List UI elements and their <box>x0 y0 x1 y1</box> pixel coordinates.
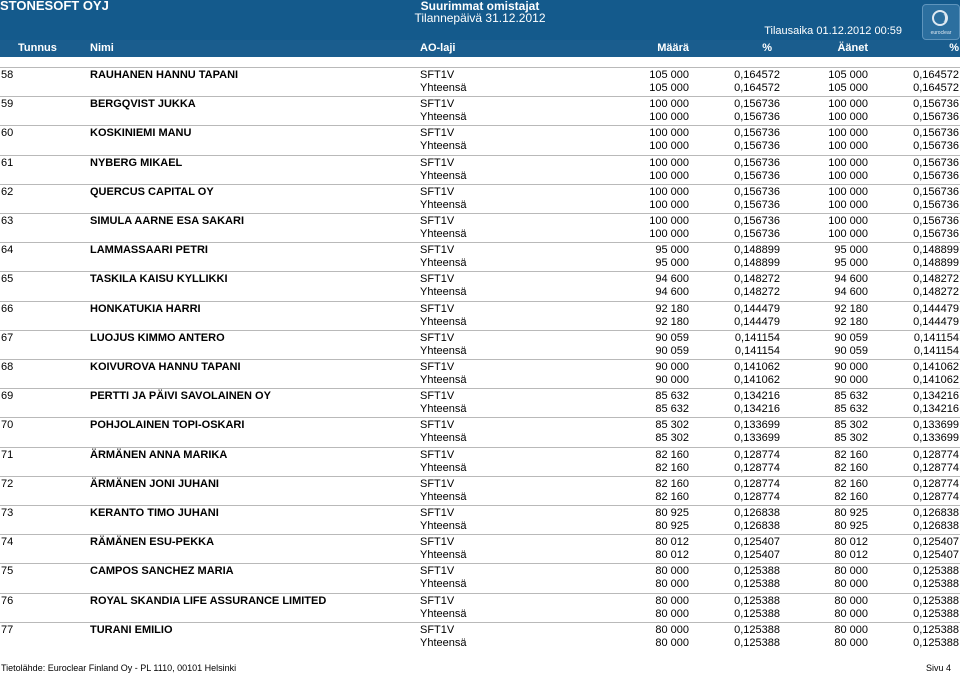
owner-name: ROYAL SKANDIA LIFE ASSURANCE LIMITED <box>90 594 327 607</box>
table-row <box>0 359 960 389</box>
total-label: Yhteensä <box>420 169 467 182</box>
table-row <box>0 155 960 185</box>
col-tunnus: Tunnus <box>18 42 57 54</box>
table-row <box>0 213 960 243</box>
amount-total: 94 600 <box>655 286 689 299</box>
total-label: Yhteensä <box>420 315 467 328</box>
total-label: Yhteensä <box>420 461 467 474</box>
amount: 100 000 <box>649 156 689 169</box>
total-label: Yhteensä <box>420 549 467 562</box>
amount-pct: 0,128774 <box>734 477 780 490</box>
amount: 94 600 <box>655 273 689 286</box>
votes-pct: 0,164572 <box>913 69 959 81</box>
owner-name: SIMULA AARNE ESA SAKARI <box>90 215 245 227</box>
owner-name: POHJOLAINEN TOPI-OSKARI <box>90 419 245 432</box>
amount-pct: 0,126838 <box>734 507 780 519</box>
amount-total: 100 000 <box>649 169 689 182</box>
votes: 85 302 <box>834 419 868 432</box>
amount-pct-total: 0,156736 <box>734 169 780 182</box>
amount-total: 90 000 <box>655 374 689 386</box>
votes-pct: 0,125407 <box>913 536 959 549</box>
share-class: SFT1V <box>420 273 455 286</box>
votes-total: 80 925 <box>834 520 868 532</box>
euroclear-logo <box>922 4 960 40</box>
table-row <box>0 271 960 301</box>
amount-total: 100 000 <box>649 111 689 124</box>
votes-pct-total: 0,125388 <box>913 578 959 591</box>
votes-pct: 0,156736 <box>913 98 959 111</box>
votes-pct-total: 0,125388 <box>913 607 959 620</box>
amount-total: 80 012 <box>655 549 689 562</box>
share-class: SFT1V <box>420 185 455 198</box>
amount-pct-total: 0,125388 <box>734 578 780 591</box>
total-label: Yhteensä <box>420 520 467 532</box>
votes-pct-total: 0,156736 <box>913 228 959 240</box>
votes-pct-total: 0,128774 <box>913 490 959 503</box>
owner-name: TASKILA KAISU KYLLIKKI <box>90 273 228 286</box>
votes: 92 180 <box>834 302 868 315</box>
owner-name: ÄRMÄNEN JONI JUHANI <box>90 477 219 490</box>
owner-name: KERANTO TIMO JUHANI <box>90 507 219 519</box>
amount-pct-total: 0,125388 <box>734 636 780 649</box>
amount: 95 000 <box>655 244 689 257</box>
amount-pct-total: 0,156736 <box>734 228 780 240</box>
euroclear-logo-icon <box>932 10 948 26</box>
table-row <box>0 125 960 155</box>
col-aanet: Äänet <box>837 42 868 54</box>
row-number: 58 <box>1 69 14 81</box>
share-class: SFT1V <box>420 536 455 549</box>
owner-name: RÄMÄNEN ESU-PEKKA <box>90 536 215 549</box>
votes-total: 95 000 <box>834 257 868 270</box>
total-label: Yhteensä <box>420 286 467 299</box>
votes-pct: 0,141154 <box>913 331 959 344</box>
owner-name: BERGQVIST JUKKA <box>90 98 196 111</box>
total-label: Yhteensä <box>420 140 467 153</box>
table-row <box>0 242 960 272</box>
amount-total: 95 000 <box>655 257 689 270</box>
votes: 100 000 <box>828 185 868 198</box>
amount-pct: 0,156736 <box>734 215 780 227</box>
owner-name: KOSKINIEMI MANU <box>90 127 192 140</box>
amount-pct-total: 0,125388 <box>734 607 780 620</box>
votes-pct-total: 0,156736 <box>913 111 959 124</box>
votes-pct-total: 0,128774 <box>913 461 959 474</box>
amount-pct: 0,156736 <box>734 156 780 169</box>
votes-total: 94 600 <box>834 286 868 299</box>
table-row <box>0 563 960 593</box>
total-label: Yhteensä <box>420 490 467 503</box>
amount-pct: 0,148899 <box>734 244 780 257</box>
share-class: SFT1V <box>420 98 455 111</box>
row-number: 68 <box>1 361 14 373</box>
votes-pct: 0,125388 <box>913 594 959 607</box>
share-class: SFT1V <box>420 448 455 461</box>
col-maara: Määrä <box>657 42 689 54</box>
amount-pct-total: 0,133699 <box>734 432 780 445</box>
votes: 90 059 <box>834 331 868 344</box>
votes-pct-total: 0,126838 <box>913 520 959 532</box>
row-number: 60 <box>1 127 14 140</box>
votes-pct: 0,156736 <box>913 215 959 227</box>
amount-total: 82 160 <box>655 461 689 474</box>
owner-name: HONKATUKIA HARRI <box>90 302 201 315</box>
votes-pct: 0,133699 <box>913 419 959 432</box>
votes-pct-total: 0,156736 <box>913 140 959 153</box>
votes-pct-total: 0,156736 <box>913 169 959 182</box>
amount: 80 925 <box>655 507 689 519</box>
amount-pct-total: 0,148899 <box>734 257 780 270</box>
print-time: Tilausaika 01.12.2012 00:59 <box>764 25 902 37</box>
amount: 80 012 <box>655 536 689 549</box>
amount-pct: 0,164572 <box>734 69 780 81</box>
share-class: SFT1V <box>420 156 455 169</box>
amount-total: 80 000 <box>655 578 689 591</box>
votes: 105 000 <box>828 69 868 81</box>
amount-total: 105 000 <box>649 82 689 94</box>
votes-pct: 0,156736 <box>913 185 959 198</box>
report-title: Suurimmat omistajat <box>420 0 540 13</box>
share-class: SFT1V <box>420 390 455 403</box>
amount-pct: 0,148272 <box>734 273 780 286</box>
votes-pct: 0,144479 <box>913 302 959 315</box>
amount-pct-total: 0,141062 <box>734 374 780 386</box>
amount-pct-total: 0,128774 <box>734 461 780 474</box>
total-label: Yhteensä <box>420 578 467 591</box>
owner-name: KOIVUROVA HANNU TAPANI <box>90 361 241 373</box>
owner-name: PERTTI JA PÄIVI SAVOLAINEN OY <box>90 390 271 403</box>
row-number: 72 <box>1 477 14 490</box>
row-number: 66 <box>1 302 14 315</box>
votes-total: 80 000 <box>834 636 868 649</box>
amount-pct: 0,156736 <box>734 98 780 111</box>
owner-name: RAUHANEN HANNU TAPANI <box>90 69 239 81</box>
votes: 82 160 <box>834 448 868 461</box>
amount-total: 92 180 <box>655 315 689 328</box>
votes-pct-total: 0,125388 <box>913 636 959 649</box>
owner-name: NYBERG MIKAEL <box>90 156 183 169</box>
votes-pct: 0,156736 <box>913 127 959 140</box>
row-number: 59 <box>1 98 14 111</box>
votes-pct: 0,148899 <box>913 244 959 257</box>
votes-pct-total: 0,141062 <box>913 374 959 386</box>
row-number: 70 <box>1 419 14 432</box>
votes: 85 632 <box>834 390 868 403</box>
col-nimi: Nimi <box>90 42 114 54</box>
row-number: 63 <box>1 215 14 227</box>
amount-pct-total: 0,156736 <box>734 198 780 211</box>
votes-pct: 0,156736 <box>913 156 959 169</box>
votes: 100 000 <box>828 127 868 140</box>
amount-pct: 0,133699 <box>734 419 780 432</box>
votes: 80 000 <box>834 594 868 607</box>
votes: 80 000 <box>834 565 868 578</box>
share-class: SFT1V <box>420 361 455 373</box>
amount-total: 80 000 <box>655 607 689 620</box>
amount-total: 85 302 <box>655 432 689 445</box>
votes-total: 80 012 <box>834 549 868 562</box>
votes-total: 82 160 <box>834 490 868 503</box>
votes-total: 90 000 <box>834 374 868 386</box>
votes-pct: 0,125388 <box>913 623 959 636</box>
amount-pct-total: 0,148272 <box>734 286 780 299</box>
votes: 80 925 <box>834 507 868 519</box>
amount: 90 000 <box>655 361 689 373</box>
amount-total: 82 160 <box>655 490 689 503</box>
amount-pct: 0,134216 <box>734 390 780 403</box>
amount-pct-total: 0,156736 <box>734 140 780 153</box>
share-class: SFT1V <box>420 302 455 315</box>
table-row <box>0 505 960 535</box>
report-date: Tilannepäivä 31.12.2012 <box>414 11 546 25</box>
total-label: Yhteensä <box>420 607 467 620</box>
table-row <box>0 534 960 564</box>
votes: 100 000 <box>828 98 868 111</box>
col-aanet-pct: % <box>949 42 959 54</box>
share-class: SFT1V <box>420 244 455 257</box>
amount-pct: 0,156736 <box>734 127 780 140</box>
report-header <box>0 0 960 40</box>
share-class: SFT1V <box>420 127 455 140</box>
votes-total: 100 000 <box>828 111 868 124</box>
votes-total: 82 160 <box>834 461 868 474</box>
amount-pct-total: 0,134216 <box>734 403 780 416</box>
votes-pct: 0,126838 <box>913 507 959 519</box>
amount-pct: 0,141154 <box>734 331 780 344</box>
votes-total: 80 000 <box>834 607 868 620</box>
share-class: SFT1V <box>420 331 455 344</box>
amount-pct: 0,125388 <box>734 565 780 578</box>
amount-pct-total: 0,144479 <box>734 315 780 328</box>
votes-pct-total: 0,141154 <box>913 344 959 357</box>
table-row <box>0 476 960 506</box>
amount-pct: 0,125407 <box>734 536 780 549</box>
amount: 100 000 <box>649 98 689 111</box>
amount-pct: 0,125388 <box>734 623 780 636</box>
table-header <box>0 40 960 57</box>
votes-total: 92 180 <box>834 315 868 328</box>
total-label: Yhteensä <box>420 403 467 416</box>
owner-name: CAMPOS SANCHEZ MARIA <box>90 565 234 578</box>
amount-pct-total: 0,125407 <box>734 549 780 562</box>
row-number: 73 <box>1 507 14 519</box>
amount-pct-total: 0,141154 <box>734 344 780 357</box>
owner-name: TURANI EMILIO <box>90 623 173 636</box>
total-label: Yhteensä <box>420 344 467 357</box>
votes-pct-total: 0,148899 <box>913 257 959 270</box>
share-class: SFT1V <box>420 623 455 636</box>
col-ao-laji: AO-laji <box>420 42 456 54</box>
table-row <box>0 447 960 477</box>
votes-total: 100 000 <box>828 169 868 182</box>
votes: 80 000 <box>834 623 868 636</box>
amount: 100 000 <box>649 127 689 140</box>
amount-pct: 0,141062 <box>734 361 780 373</box>
votes-pct: 0,128774 <box>913 448 959 461</box>
row-number: 76 <box>1 594 14 607</box>
page-number: Sivu 4 <box>925 663 951 673</box>
votes: 100 000 <box>828 215 868 227</box>
table-row <box>0 184 960 214</box>
table-row <box>0 301 960 331</box>
votes: 80 012 <box>834 536 868 549</box>
share-class: SFT1V <box>420 565 455 578</box>
table-row <box>0 388 960 418</box>
votes-pct: 0,141062 <box>913 361 959 373</box>
col-pct: % <box>762 42 772 54</box>
amount: 105 000 <box>649 69 689 81</box>
votes-pct: 0,134216 <box>913 390 959 403</box>
total-label: Yhteensä <box>420 111 467 124</box>
amount: 92 180 <box>655 302 689 315</box>
amount-pct: 0,144479 <box>734 302 780 315</box>
votes-pct-total: 0,144479 <box>913 315 959 328</box>
votes-pct: 0,148272 <box>913 273 959 286</box>
votes-total: 85 302 <box>834 432 868 445</box>
amount: 100 000 <box>649 215 689 227</box>
amount: 90 059 <box>655 331 689 344</box>
share-class: SFT1V <box>420 507 455 519</box>
total-label: Yhteensä <box>420 198 467 211</box>
amount: 80 000 <box>655 565 689 578</box>
total-label: Yhteensä <box>420 374 467 386</box>
total-label: Yhteensä <box>420 257 467 270</box>
amount: 85 302 <box>655 419 689 432</box>
amount-total: 100 000 <box>649 198 689 211</box>
row-number: 71 <box>1 448 14 461</box>
row-number: 77 <box>1 623 14 636</box>
table-row <box>0 593 960 623</box>
total-label: Yhteensä <box>420 228 467 240</box>
votes: 100 000 <box>828 156 868 169</box>
table-row <box>0 67 960 97</box>
total-label: Yhteensä <box>420 82 467 94</box>
amount: 80 000 <box>655 594 689 607</box>
owner-name: LUOJUS KIMMO ANTERO <box>90 331 225 344</box>
amount: 100 000 <box>649 185 689 198</box>
total-label: Yhteensä <box>420 432 467 445</box>
owner-name: QUERCUS CAPITAL OY <box>90 185 214 198</box>
amount-pct-total: 0,156736 <box>734 111 780 124</box>
votes-pct: 0,128774 <box>913 477 959 490</box>
amount: 85 632 <box>655 390 689 403</box>
votes-total: 85 632 <box>834 403 868 416</box>
share-class: SFT1V <box>420 594 455 607</box>
votes-pct-total: 0,156736 <box>913 198 959 211</box>
row-number: 67 <box>1 331 14 344</box>
votes-total: 80 000 <box>834 578 868 591</box>
votes-total: 90 059 <box>834 344 868 357</box>
amount: 82 160 <box>655 448 689 461</box>
row-number: 74 <box>1 536 14 549</box>
amount-pct-total: 0,164572 <box>734 82 780 94</box>
amount-pct: 0,128774 <box>734 448 780 461</box>
share-class: SFT1V <box>420 69 455 81</box>
company-name: STONESOFT OYJ <box>0 0 109 13</box>
amount-total: 100 000 <box>649 140 689 153</box>
table-row <box>0 330 960 360</box>
amount: 80 000 <box>655 623 689 636</box>
amount-total: 80 925 <box>655 520 689 532</box>
votes-total: 105 000 <box>828 82 868 94</box>
row-number: 75 <box>1 565 14 578</box>
source-note: Tietolähde: Euroclear Finland Oy - PL 1110, 00101 Helsinki <box>1 663 237 673</box>
owner-name: ÄRMÄNEN ANNA MARIKA <box>90 448 228 461</box>
votes: 95 000 <box>834 244 868 257</box>
logo-text: euroclear <box>930 30 952 36</box>
table-row <box>0 417 960 447</box>
share-class: SFT1V <box>420 419 455 432</box>
row-number: 62 <box>1 185 14 198</box>
amount-total: 80 000 <box>655 636 689 649</box>
total-label: Yhteensä <box>420 636 467 649</box>
votes-pct: 0,125388 <box>913 565 959 578</box>
votes-total: 100 000 <box>828 198 868 211</box>
amount-pct: 0,125388 <box>734 594 780 607</box>
row-number: 64 <box>1 244 14 257</box>
share-class: SFT1V <box>420 477 455 490</box>
amount-pct-total: 0,126838 <box>734 520 780 532</box>
row-number: 69 <box>1 390 14 403</box>
row-number: 65 <box>1 273 14 286</box>
amount-total: 90 059 <box>655 344 689 357</box>
amount-total: 100 000 <box>649 228 689 240</box>
votes-pct-total: 0,125407 <box>913 549 959 562</box>
row-number: 61 <box>1 156 14 169</box>
share-class: SFT1V <box>420 215 455 227</box>
votes: 82 160 <box>834 477 868 490</box>
votes-pct-total: 0,164572 <box>913 82 959 94</box>
votes-pct-total: 0,133699 <box>913 432 959 445</box>
amount-pct: 0,156736 <box>734 185 780 198</box>
votes: 94 600 <box>834 273 868 286</box>
amount-pct-total: 0,128774 <box>734 490 780 503</box>
votes-total: 100 000 <box>828 140 868 153</box>
votes-pct-total: 0,148272 <box>913 286 959 299</box>
votes-pct-total: 0,134216 <box>913 403 959 416</box>
table-row <box>0 622 960 652</box>
amount-total: 85 632 <box>655 403 689 416</box>
votes: 90 000 <box>834 361 868 373</box>
votes-total: 100 000 <box>828 228 868 240</box>
amount: 82 160 <box>655 477 689 490</box>
table-row <box>0 96 960 126</box>
owner-name: LAMMASSAARI PETRI <box>90 244 208 257</box>
